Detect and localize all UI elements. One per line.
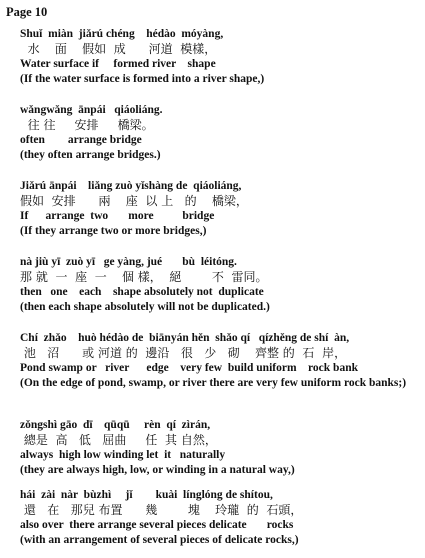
gloss-line: If arrange two more bridge — [20, 210, 215, 222]
translation-line: (with an arrangement of several pieces of delicate rocks,) — [20, 534, 299, 546]
translation-line: (If the water surface is formed into a river shape,) — [20, 73, 265, 85]
pinyin-line: Shuǐ miàn jiǎrú chéng hédào móyàng, — [20, 28, 224, 40]
gloss-line: also over there arrange several pieces delicate rocks — [20, 519, 294, 531]
chinese-line: 假如 安排 兩 座 以 上 的 橋梁， — [20, 194, 248, 208]
stanza-4 — [20, 255, 420, 314]
pinyin-line: zǒngshì gāo dī qūqū rèn qí zìrán, — [20, 419, 211, 431]
stanza-3 — [20, 179, 420, 238]
stanza-6 — [20, 418, 420, 477]
stanza-5 — [20, 331, 420, 390]
stanza-7 — [20, 488, 420, 547]
gloss-line: often arrange bridge — [20, 134, 142, 146]
translation-line: (then each shape absolutely will not be duplicated.) — [20, 301, 270, 313]
chinese-line: 總是 高 低 屈曲 任 其 自然， — [20, 433, 217, 447]
gloss-line: then one each shape absolutely not duplicate — [20, 286, 264, 298]
pinyin-line: wǎngwǎng ānpái qiáoliáng. — [20, 104, 163, 116]
pinyin-line: Chí zhǎo huò hédào de biānyán hěn shǎo qí qízhěng de shí àn, — [20, 332, 350, 344]
translation-line: (If they arrange two or more bridges,) — [20, 225, 207, 237]
pinyin-line: nà jiù yī zuò yī ge yàng, jué bù léitóng. — [20, 256, 237, 268]
pinyin-line: Jiǎrú ānpái liǎng zuò yǐshàng de qiáoliáng, — [20, 180, 242, 192]
stanza-2 — [20, 103, 420, 162]
gloss-line: always high low winding let it naturally — [20, 449, 226, 461]
chinese-line: 水 面 假如 成 河道 模樣， — [20, 42, 217, 56]
pinyin-line: hái zài nàr bùzhì jǐ kuài línglóng de shítou, — [20, 489, 273, 501]
chinese-line: 還 在 那兒 布置 幾 塊 玲瓏 的 石頭， — [20, 503, 303, 517]
chinese-line: 池 沼 或 河道 的 邊沿 很 少 砌 齊整 的 石 岸， — [20, 346, 347, 360]
stanza-1 — [20, 27, 420, 86]
page-number: Page 10 — [6, 5, 48, 19]
chinese-line: 往 往 安排 橋梁。 — [20, 118, 154, 132]
translation-line: (On the edge of pond, swamp, or river there are very few uniform rock banks;) — [20, 377, 407, 389]
translation-line: (they often arrange bridges.) — [20, 149, 161, 161]
gloss-line: Pond swamp or river edge very few build uniform rock bank — [20, 362, 358, 374]
chinese-line: 那 就 一 座 一 個 樣， 絕 不 雷同。 — [20, 270, 268, 284]
translation-line: (they are always high, low, or winding in a natural way,) — [20, 464, 295, 476]
gloss-line: Water surface if formed river shape — [20, 58, 216, 70]
